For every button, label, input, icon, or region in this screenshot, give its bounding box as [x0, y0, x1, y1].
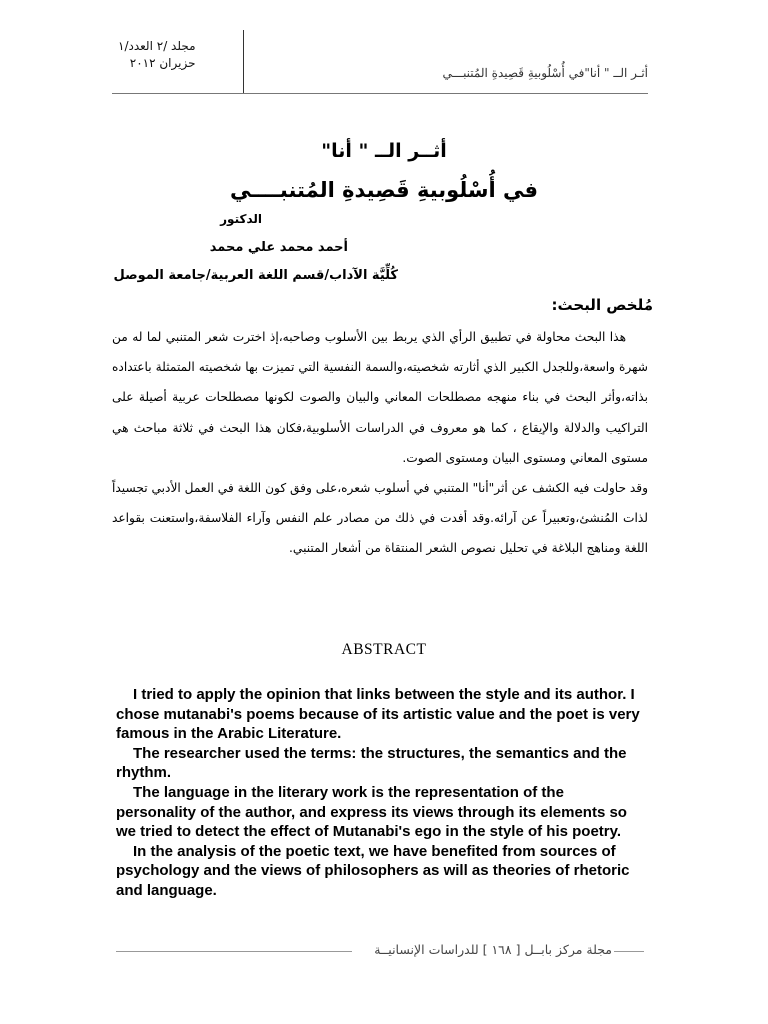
running-title: أثـر الــ " أنا"في أُسْلُوبيةِ قَصِيدةِ المُتنبـــي — [442, 66, 648, 80]
header-rule — [112, 93, 648, 94]
english-abstract-paragraph: In the analysis of the poetic text, we have benefited from sources of psychology and the views of philosophers as will as theories of rhetoric and language. — [116, 842, 630, 899]
header-divider-vertical — [243, 30, 244, 94]
arabic-abstract-heading: مُلخص البحث: — [551, 296, 653, 314]
article-title-line1: أثــر الــ " أنا" — [321, 140, 447, 162]
footer-rule-left — [116, 951, 352, 952]
english-abstract-paragraph: The language in the literary work is the representation of the personality of the author, and express its views through its elements so we tried to detect the effect of Mutanabi's ego in the style of his poetry. — [116, 783, 627, 841]
footer-rule-right — [614, 951, 644, 952]
journal-volume-info — [118, 38, 196, 72]
article-title-line2: في أُسْلُوبيةِ قَصِيدةِ المُتنبــــي — [229, 178, 539, 202]
page-footer — [112, 940, 648, 960]
footer-journal-page: مجلة مركز بابــل [ ١٦٨ ] للدراسات الإنسانيــة — [374, 942, 612, 957]
journal-volume-issue: مجلد /٢ العدد/١ — [118, 39, 196, 53]
journal-date: حزيران ٢٠١٢ — [129, 56, 196, 70]
author-academic-title: الدكتور — [220, 212, 262, 226]
arabic-abstract-paragraph: وقد حاولت فيه الكشف عن أثر"أنا" المتنبي في أسلوب شعره،على وفق كون اللغة في العمل الأدبي تجسيداً لذات المُنشئ،وتعبيراً عن آرائه.وقد أفدت في ذلك من مصادر علم النفس وآراء الفلاسفة،واستعنت بقواعد اللغة ومناهج البلاغة في تحليل نصوص الشعر المنتقاة من أشعار المتنبي. — [112, 481, 648, 556]
arabic-abstract-body — [112, 322, 648, 564]
author-affiliation: كُلِّيَّة الآداب/قسم اللغة العربية/جامعة الموصل — [113, 268, 398, 283]
english-abstract-paragraph: I tried to apply the opinion that links between the style and its author. I chose mutanabi's poems because of its artistic value and the poet is very famous in the Arabic Literature. — [116, 686, 640, 743]
english-abstract-heading: ABSTRACT — [341, 641, 427, 658]
arabic-abstract-paragraph: هذا البحث محاولة في تطبيق الرأي الذي يربط بين الأسلوب وصاحبه،إذ اخترت شعر المتنبي لما له من شهرة واسعة،وللجدل الكبير الذي أثارته شخصيته،والسمة النفسية التي تميزت بها شخصيته المتمثلة باعتداده بذاته،وأثر البحث في بناء منهجه مصطلحات المعاني والبيان والصوت لكونها مصطلحات عربية أصيلة على التراكيب والدلالة والإيقاع ، كما هو معروف في الدراسات الأسلوبية،فكان هذا البحث في ثلاثة مباحث هي مستوى المعاني ومستوى البيان ومستوى الصوت. — [112, 330, 648, 465]
english-abstract-paragraph: The researcher used the terms: the structures, the semantics and the rhythm. — [116, 744, 627, 782]
author-name: أحمد محمد علي محمد — [209, 240, 348, 255]
english-abstract-body — [116, 685, 646, 901]
